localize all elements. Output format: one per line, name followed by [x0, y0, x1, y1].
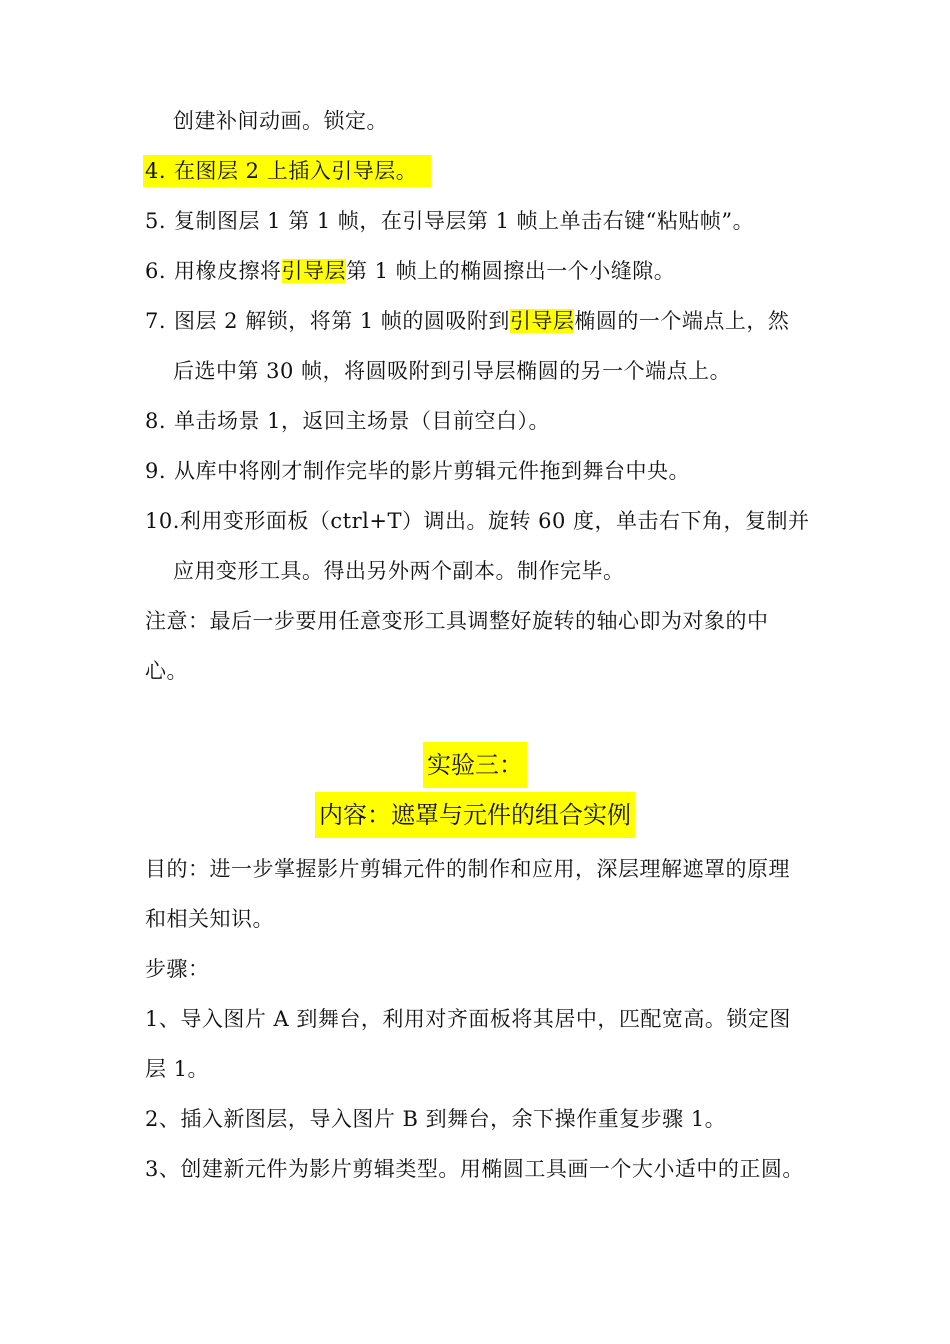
step-4 [145, 154, 431, 188]
highlight: 引导层 [509, 309, 575, 333]
step-text: 第 1 帧上的椭圆擦出一个小缝隙。 [346, 259, 676, 283]
step-text: 单击场景 1，返回主场景（目前空白）。 [174, 409, 551, 433]
step-number: 8. [145, 409, 167, 433]
step-10-continuation: 应用变形工具。得出另外两个副本。制作完毕。 [173, 559, 625, 583]
exp3-step-2: 2、插入新图层，导入图片 B 到舞台，余下操作重复步骤 1。 [145, 1107, 727, 1131]
experiment-title [0, 742, 950, 788]
step-text: 在图层 2 上插入引导层。 [174, 159, 418, 183]
step-10 [145, 504, 810, 538]
step-text: 椭圆的一个端点上，然 [574, 309, 790, 333]
step-text: 图层 2 解锁，将第 1 帧的圆吸附到 [174, 309, 510, 333]
exp3-step-1: 1、导入图片 A 到舞台，利用对齐面板将其居中，匹配宽高。锁定图 [145, 1007, 791, 1031]
title-text: 实验三： [423, 742, 527, 788]
step-3-continuation: 创建补间动画。锁定。 [173, 109, 388, 133]
step-8 [145, 404, 550, 438]
step-text: 从库中将刚才制作完毕的影片剪辑元件拖到舞台中央。 [174, 459, 690, 483]
steps-label: 步骤： [145, 957, 210, 981]
subtitle-text: 内容：遮罩与元件的组合实例 [315, 792, 635, 838]
note-continuation: 心。 [145, 659, 188, 683]
purpose-continuation: 和相关知识。 [145, 907, 274, 931]
step-5 [145, 204, 754, 238]
step-number: 9. [145, 459, 167, 483]
step-number: 4. [145, 159, 167, 183]
step-text: 用橡皮擦将 [174, 259, 282, 283]
highlight [143, 155, 431, 187]
step-9 [145, 454, 690, 488]
step-6 [145, 254, 675, 288]
step-7-continuation: 后选中第 30 帧，将圆吸附到引导层椭圆的另一个端点上。 [173, 359, 732, 383]
step-number: 7. [145, 309, 167, 333]
step-text: 复制图层 1 第 1 帧，在引导层第 1 帧上单击右键“粘贴帧”。 [174, 209, 755, 233]
exp3-step-3: 3、创建新元件为影片剪辑类型。用椭圆工具画一个大小适中的正圆。 [145, 1157, 804, 1181]
step-7 [145, 304, 789, 338]
step-number: 5. [145, 209, 167, 233]
experiment-subtitle [0, 792, 950, 838]
step-number: 10. [145, 509, 180, 533]
step-text: 利用变形面板（ctrl+T）调出。旋转 60 度，单击右下角，复制并 [179, 509, 810, 533]
exp3-step-1-continuation: 层 1。 [145, 1057, 210, 1081]
step-number: 6. [145, 259, 167, 283]
highlight: 引导层 [281, 259, 346, 283]
note: 注意：最后一步要用任意变形工具调整好旋转的轴心即为对象的中 [145, 609, 769, 633]
purpose: 目的：进一步掌握影片剪辑元件的制作和应用，深层理解遮罩的原理 [145, 857, 790, 881]
